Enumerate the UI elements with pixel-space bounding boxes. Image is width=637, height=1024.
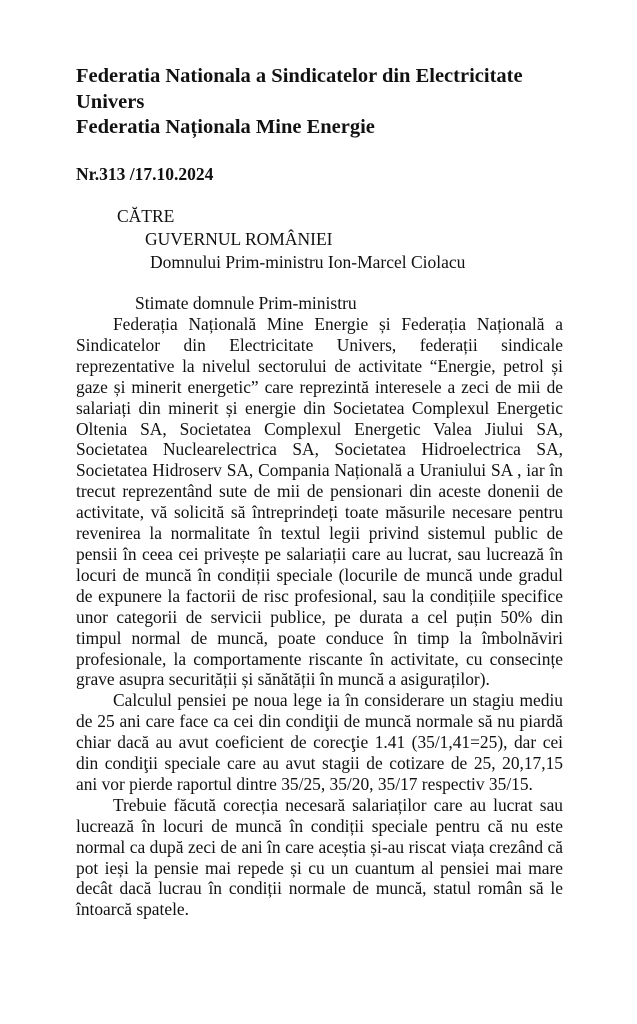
- recipient-to: CĂTRE: [117, 206, 175, 226]
- letterhead-federation-2: Federatia Naționala Mine Energie: [76, 116, 375, 138]
- letterhead-federation-1: Federatia Nationala a Sindicatelor din Electricitate Univers: [76, 65, 523, 113]
- letterhead: [76, 64, 576, 141]
- reference-number: Nr.313 /17.10.2024: [76, 164, 214, 184]
- body-paragraph: Federația Națională Mine Energie și Federația Națională a Sindicatelor din Electricitate Univers, federații sindicale reprezentative la nivelul sectorului de activitate “Energie, petrol și gaze și minerit energetic” care reprezintă interesele a zeci de mii de salariați din minerit și energie din Societatea Complexul Energetic Oltenia SA, Societatea Complexul Energetic Valea Jiului SA, Societatea Nuclearelectrica SA, Societatea Hidroelectrica SA, Societatea Hidroserv SA, Compania Națională a Uraniului SA , iar în trecut reprezentând sute de mii de pensionari din aceste donenii de activitate, vă solicită să întreprindeți toate măsurile necesare pentru revenirea la normalitate în textul legii privind sistemul public de pensii în ceea cei privește pe salariații care au lucrat, sau lucrează în locuri de muncă în condiții speciale (locurile de muncă unde gradul de expunere la factorii de risc profesional, sau la condițiile specifice unor categorii de servicii publice, pe durata a cel puțin 50% din timpul normal de muncă, poate conduce în timp la îmbolnăviri profesionale, la comportamente riscante în activitate, cu consecințe grave asupra securității și sănătății în muncă a asiguraților).: [76, 314, 563, 690]
- salutation: Stimate domnule Prim-ministru: [135, 293, 357, 313]
- recipient-person: Domnului Prim-ministru Ion-Marcel Ciolacu: [150, 252, 466, 272]
- body-paragraph: Trebuie făcută corecția necesară salariaților care au lucrat sau lucrează în locuri de muncă în condiții speciale pentru că nu este normal ca după zeci de ani în care aceștia și-au riscat viața crezând că pot ieși la pensie mai repede și cu un cuantum al pensiei mai mare decât dacă lucrau în condiții normale de muncă, statul român să le întoarcă spatele.: [76, 794, 563, 920]
- body-paragraph: Calculul pensiei pe noua lege ia în considerare un stagiu mediu de 25 ani care face ca cei din condiţii de muncă normale să nu piardă chiar dacă au avut coeficient de corecţie 1.41 (35/1,41=25), dar cei din condiţii speciale care au avut stagii de cotizare de 25, 20,17,15 ani vor pierde raportul dintre 35/25, 35/20, 35/17 respectiv 35/15.: [76, 690, 563, 794]
- recipient-block: [117, 205, 465, 274]
- letter-body: [76, 314, 563, 920]
- recipient-institution: GUVERNUL ROMÂNIEI: [145, 229, 333, 249]
